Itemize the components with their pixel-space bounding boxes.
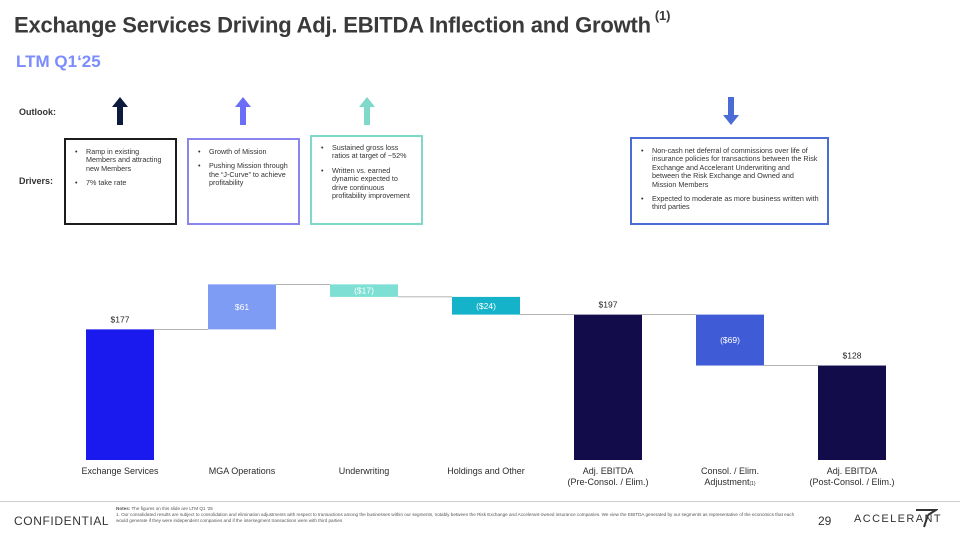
data-label: $177 [110,314,130,325]
data-label: $61 [234,301,250,312]
company-logo: ACCELERANT [854,513,942,525]
waterfall-bar [574,315,642,460]
confidential-label: CONFIDENTIAL [14,514,110,528]
data-label: ($17) [354,285,374,296]
data-label: ($69) [720,335,740,346]
category-footnote-marker: (1) [749,481,756,487]
footer-divider [0,501,960,502]
driver-bullet: • Expected to moderate as more business written with third parties [652,195,819,212]
data-label: $197 [598,299,618,310]
category-label: Adj. EBITDA [582,466,634,476]
data-label: ($24) [476,300,496,311]
company-logo-mark-icon [914,507,938,529]
title-footnote-marker: (1) [654,8,671,23]
outlook-label: Outlook: [19,107,56,117]
category-label: Underwriting [338,466,390,476]
waterfall-bar [818,366,886,460]
category-label: Holdings and Other [447,466,525,476]
category-label: Adj. EBITDA [826,466,878,476]
waterfall-bar [86,329,154,460]
category-label: Consol. / Elim. [700,466,760,476]
driver-bullet: • Sustained gross loss ratios at target of ~52% [332,144,413,161]
category-label: MGA Operations [208,466,276,476]
notes-line: Notes: The figures on this slide are LTM Q1 ’25 [116,506,213,511]
driver-bullet: • Non-cash net deferral of commissions over life of insurance policies for transactions between the Risk Exchange and Accelerant Underwriting and between the Risk Exchange and Owned and Mission Members [652,147,819,189]
driver-bullet: • Pushing Mission through the “J-Curve” to achieve profitability [209,162,290,187]
footnotes [116,506,796,525]
page-number: 29 [818,514,832,528]
page-subtitle: LTM Q1‘25 [16,52,101,71]
category-label: (Post-Consol. / Elim.) [809,477,895,487]
category-label: (Pre-Consol. / Elim.) [567,477,649,487]
data-label: $128 [842,350,862,361]
category-label: Adjustment(1) [704,477,756,487]
driver-bullet: • Growth of Mission [209,148,290,156]
driver-bullet: • Ramp in existing Members and attracting new Members [86,148,167,173]
notes-line: 1. Our consolidated results are subject to consolidation and elimination adjustments with respect to transactions among the businesses within our segments, notably between the Risk Exchange and Accelerant-owned insurance companies. We view the EBITDA generated by our segments as representative of the economics that each would generate if they were independent companies and if the intersegment transactions were with third parties [116,512,795,524]
drivers-label: Drivers: [19,176,54,186]
category-label: Exchange Services [81,466,159,476]
driver-bullet: • Written vs. earned dynamic expected to drive continuous profitability improvement [332,167,413,201]
page-title: Exchange Services Driving Adj. EBITDA Inflection and Growth $^{(1)}$ [14,8,671,38]
driver-bullet: • 7% take rate [86,179,167,187]
